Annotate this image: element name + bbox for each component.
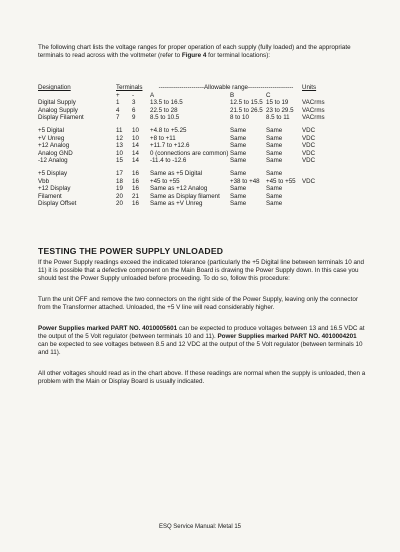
cell-range-b: +38 to +48 bbox=[230, 177, 260, 185]
cell-units: VACrms bbox=[302, 106, 325, 114]
cell-terminal-plus: 13 bbox=[116, 142, 123, 150]
section-heading: TESTING THE POWER SUPPLY UNLOADED bbox=[38, 246, 224, 256]
cell-range-b: Same bbox=[230, 185, 247, 193]
cell-terminal-minus: 9 bbox=[132, 114, 136, 122]
cell-terminal-plus: 19 bbox=[116, 185, 123, 193]
cell-range-b: Same bbox=[230, 134, 247, 142]
cell-range-b: Same bbox=[230, 200, 247, 208]
cell-terminal-plus: 10 bbox=[116, 149, 123, 157]
cell-range-a: Same as +V Unreg bbox=[150, 200, 203, 208]
cell-range-a: +45 to +55 bbox=[150, 177, 180, 185]
figure-reference: Figure 4 bbox=[181, 52, 207, 60]
cell-range-b: 8 to 10 bbox=[230, 114, 249, 122]
cell-units: VACrms bbox=[302, 99, 325, 107]
cell-units bbox=[302, 165, 342, 178]
cell-terminal-plus: 1 bbox=[116, 99, 120, 107]
table-subheader-row bbox=[38, 92, 342, 100]
cell-units: VACrms bbox=[302, 114, 325, 122]
paragraph-2: Turn the unit OFF and remove the two connectors on the right side of the Power Supply, leaving only the connector from the Transformer attached. Unloaded, the +5 V line will read considerably higher. bbox=[38, 296, 358, 311]
cell-units bbox=[302, 200, 342, 208]
cell-units: VDC bbox=[302, 157, 316, 165]
cell-terminal-minus: 16 bbox=[132, 200, 139, 208]
table-row bbox=[38, 150, 342, 158]
cell-units bbox=[302, 185, 342, 193]
cell-designation: +12 Display bbox=[38, 185, 71, 193]
table-row bbox=[38, 99, 342, 107]
cell-range-c: Same bbox=[266, 149, 283, 157]
table-row bbox=[38, 157, 342, 165]
cell-terminal-plus: 4 bbox=[116, 106, 120, 114]
cell-units: VDC bbox=[302, 142, 316, 150]
cell-designation: +V Unreg bbox=[38, 134, 65, 142]
cell-range-a: +4.8 to +5.25 bbox=[150, 126, 187, 134]
header-col-a: A bbox=[150, 91, 155, 99]
cell-units: VDC bbox=[302, 177, 316, 185]
paragraph-3-text-1: can be expected to produce voltages between 13 and 16.5 VDC at the output of the 5 Volt regulator (between terminals 10 and 11). bbox=[38, 325, 365, 340]
cell-terminal-minus: 16 bbox=[132, 169, 139, 177]
header-terminals: Terminals bbox=[116, 84, 143, 91]
cell-terminal-minus: 10 bbox=[132, 126, 139, 134]
cell-terminal-plus: 20 bbox=[116, 200, 123, 208]
cell-terminal-plus: 18 bbox=[116, 177, 123, 185]
table-row bbox=[38, 200, 342, 208]
cell-range-b: Same bbox=[230, 157, 247, 165]
cell-range-a: Same as Display filament bbox=[150, 192, 220, 200]
paragraph-1: If the Power Supply readings exceed the indicated tolerance (particularly the +5 Digital line between terminals 10 and 11) it is possible that a defective component on the Main Board is drawing the Power Supply down. In this case you should test the Power Supply unloaded before proceeding. To do so, follow this procedure: bbox=[38, 259, 365, 282]
cell-range-b: Same bbox=[230, 192, 247, 200]
cell-terminal-plus: 15 bbox=[116, 157, 123, 165]
cell-designation: +5 Digital bbox=[38, 126, 64, 134]
cell-designation: Analog Supply bbox=[38, 106, 78, 114]
cell-range-a: 13.5 to 16.5 bbox=[150, 99, 183, 107]
cell-designation: Filament bbox=[38, 192, 62, 200]
table-row bbox=[38, 142, 342, 150]
paragraph-4: All other voltages should read as in the chart above. If these readings are normal when the supply is unloaded, then a problem with the Main or Display Board is usually indicated. bbox=[38, 370, 366, 385]
cell-designation: +12 Analog bbox=[38, 142, 70, 150]
cell-terminal-minus: 6 bbox=[132, 106, 136, 114]
table-body bbox=[38, 99, 342, 208]
cell-range-c: Same bbox=[266, 200, 283, 208]
table-row bbox=[38, 178, 342, 186]
table-row bbox=[38, 122, 342, 135]
cell-designation: Vbb bbox=[38, 177, 50, 185]
table-row bbox=[38, 165, 342, 178]
cell-designation: -12 Analog bbox=[38, 157, 68, 165]
header-designation: Designation bbox=[38, 84, 71, 91]
table-header-row bbox=[38, 84, 342, 92]
cell-designation: Display Offset bbox=[38, 200, 77, 208]
cell-terminal-minus: 16 bbox=[132, 177, 139, 185]
cell-units: VDC bbox=[302, 126, 316, 134]
cell-terminal-minus: 14 bbox=[132, 142, 139, 150]
cell-terminal-plus: 17 bbox=[116, 169, 123, 177]
table-row bbox=[38, 185, 342, 193]
table-row bbox=[38, 193, 342, 201]
cell-range-a: +8 to +11 bbox=[150, 134, 176, 142]
cell-range-c: Same bbox=[266, 126, 283, 134]
header-col-b: B bbox=[230, 91, 235, 99]
cell-terminal-minus: 14 bbox=[132, 157, 139, 165]
header-allowable-range: ----------------------Allowable range---------------------- bbox=[158, 84, 294, 91]
table-row bbox=[38, 114, 342, 122]
cell-range-a: Same as +12 Analog bbox=[150, 185, 208, 193]
cell-range-b: Same bbox=[230, 142, 247, 150]
cell-terminal-minus: 14 bbox=[132, 149, 139, 157]
cell-terminal-plus: 12 bbox=[116, 134, 123, 142]
cell-range-c: Same bbox=[266, 169, 283, 177]
cell-range-b: Same bbox=[230, 149, 247, 157]
header-col-c: C bbox=[266, 91, 271, 99]
intro-text: The following chart lists the voltage ranges for proper operation of each supply (fully loaded) and the appropriate terminals to read across with the voltmeter (refer to bbox=[38, 44, 351, 60]
page-footer: ESQ Service Manual: Metal 15 bbox=[158, 524, 242, 530]
table-row bbox=[38, 107, 342, 115]
cell-terminal-plus: 20 bbox=[116, 192, 123, 200]
cell-terminal-minus: 10 bbox=[132, 134, 139, 142]
header-minus: - bbox=[132, 91, 135, 99]
cell-terminal-minus: 3 bbox=[132, 99, 136, 107]
cell-range-c: +45 to +55 bbox=[266, 177, 296, 185]
paragraph-3-text-2: can be expected to see voltages between 8.5 and 12 VDC at the output of the 5 Volt regulator (between terminals 10 and 11). bbox=[38, 340, 363, 356]
part-no-4201: Power Supplies marked PART NO. 4010004201 bbox=[217, 332, 357, 340]
cell-range-c: Same bbox=[266, 142, 283, 150]
header-plus: + bbox=[116, 91, 120, 99]
cell-range-b: 12.5 to 15.5 bbox=[230, 99, 263, 107]
cell-units: VDC bbox=[302, 134, 316, 142]
header-units: Units bbox=[302, 84, 317, 91]
cell-range-c: Same bbox=[266, 157, 283, 165]
cell-designation: Digital Supply bbox=[38, 99, 76, 107]
cell-range-b: Same bbox=[230, 126, 247, 134]
cell-range-a: 22.5 to 28 bbox=[150, 106, 178, 114]
part-no-5601: Power Supplies marked PART NO. 4010005601 bbox=[38, 325, 178, 332]
intro-paragraph bbox=[38, 44, 368, 61]
table-row bbox=[38, 135, 342, 143]
cell-units bbox=[302, 193, 342, 201]
cell-range-c: 8.5 to 11 bbox=[266, 114, 290, 122]
cell-designation: Display Filament bbox=[38, 114, 84, 122]
cell-range-b: 21.5 to 26.5 bbox=[230, 106, 263, 114]
cell-units: VDC bbox=[302, 149, 316, 157]
cell-range-b: Same bbox=[230, 169, 247, 177]
cell-range-a: +11.7 to +12.6 bbox=[150, 142, 190, 150]
cell-terminal-minus: 16 bbox=[132, 185, 139, 193]
cell-terminal-minus: 21 bbox=[132, 192, 139, 200]
cell-range-a: -11.4 to -12.6 bbox=[150, 157, 187, 165]
cell-range-a: Same as +5 Digital bbox=[150, 169, 203, 177]
cell-terminal-plus: 7 bbox=[116, 114, 120, 122]
cell-range-c: 15 to 19 bbox=[266, 99, 289, 107]
cell-range-a: 0 (connections are common) bbox=[150, 149, 229, 157]
cell-designation: Analog GND bbox=[38, 149, 73, 157]
cell-designation: +5 Display bbox=[38, 169, 68, 177]
cell-range-a: 8.5 to 10.5 bbox=[150, 114, 180, 122]
voltage-table bbox=[38, 84, 342, 208]
cell-range-c: Same bbox=[266, 185, 283, 193]
paragraph-3 bbox=[38, 325, 368, 357]
intro-text-end: for terminal locations): bbox=[206, 52, 271, 60]
cell-range-c: 23 to 29.5 bbox=[266, 106, 294, 114]
cell-range-c: Same bbox=[266, 134, 283, 142]
cell-range-c: Same bbox=[266, 192, 283, 200]
cell-terminal-plus: 11 bbox=[116, 126, 123, 134]
